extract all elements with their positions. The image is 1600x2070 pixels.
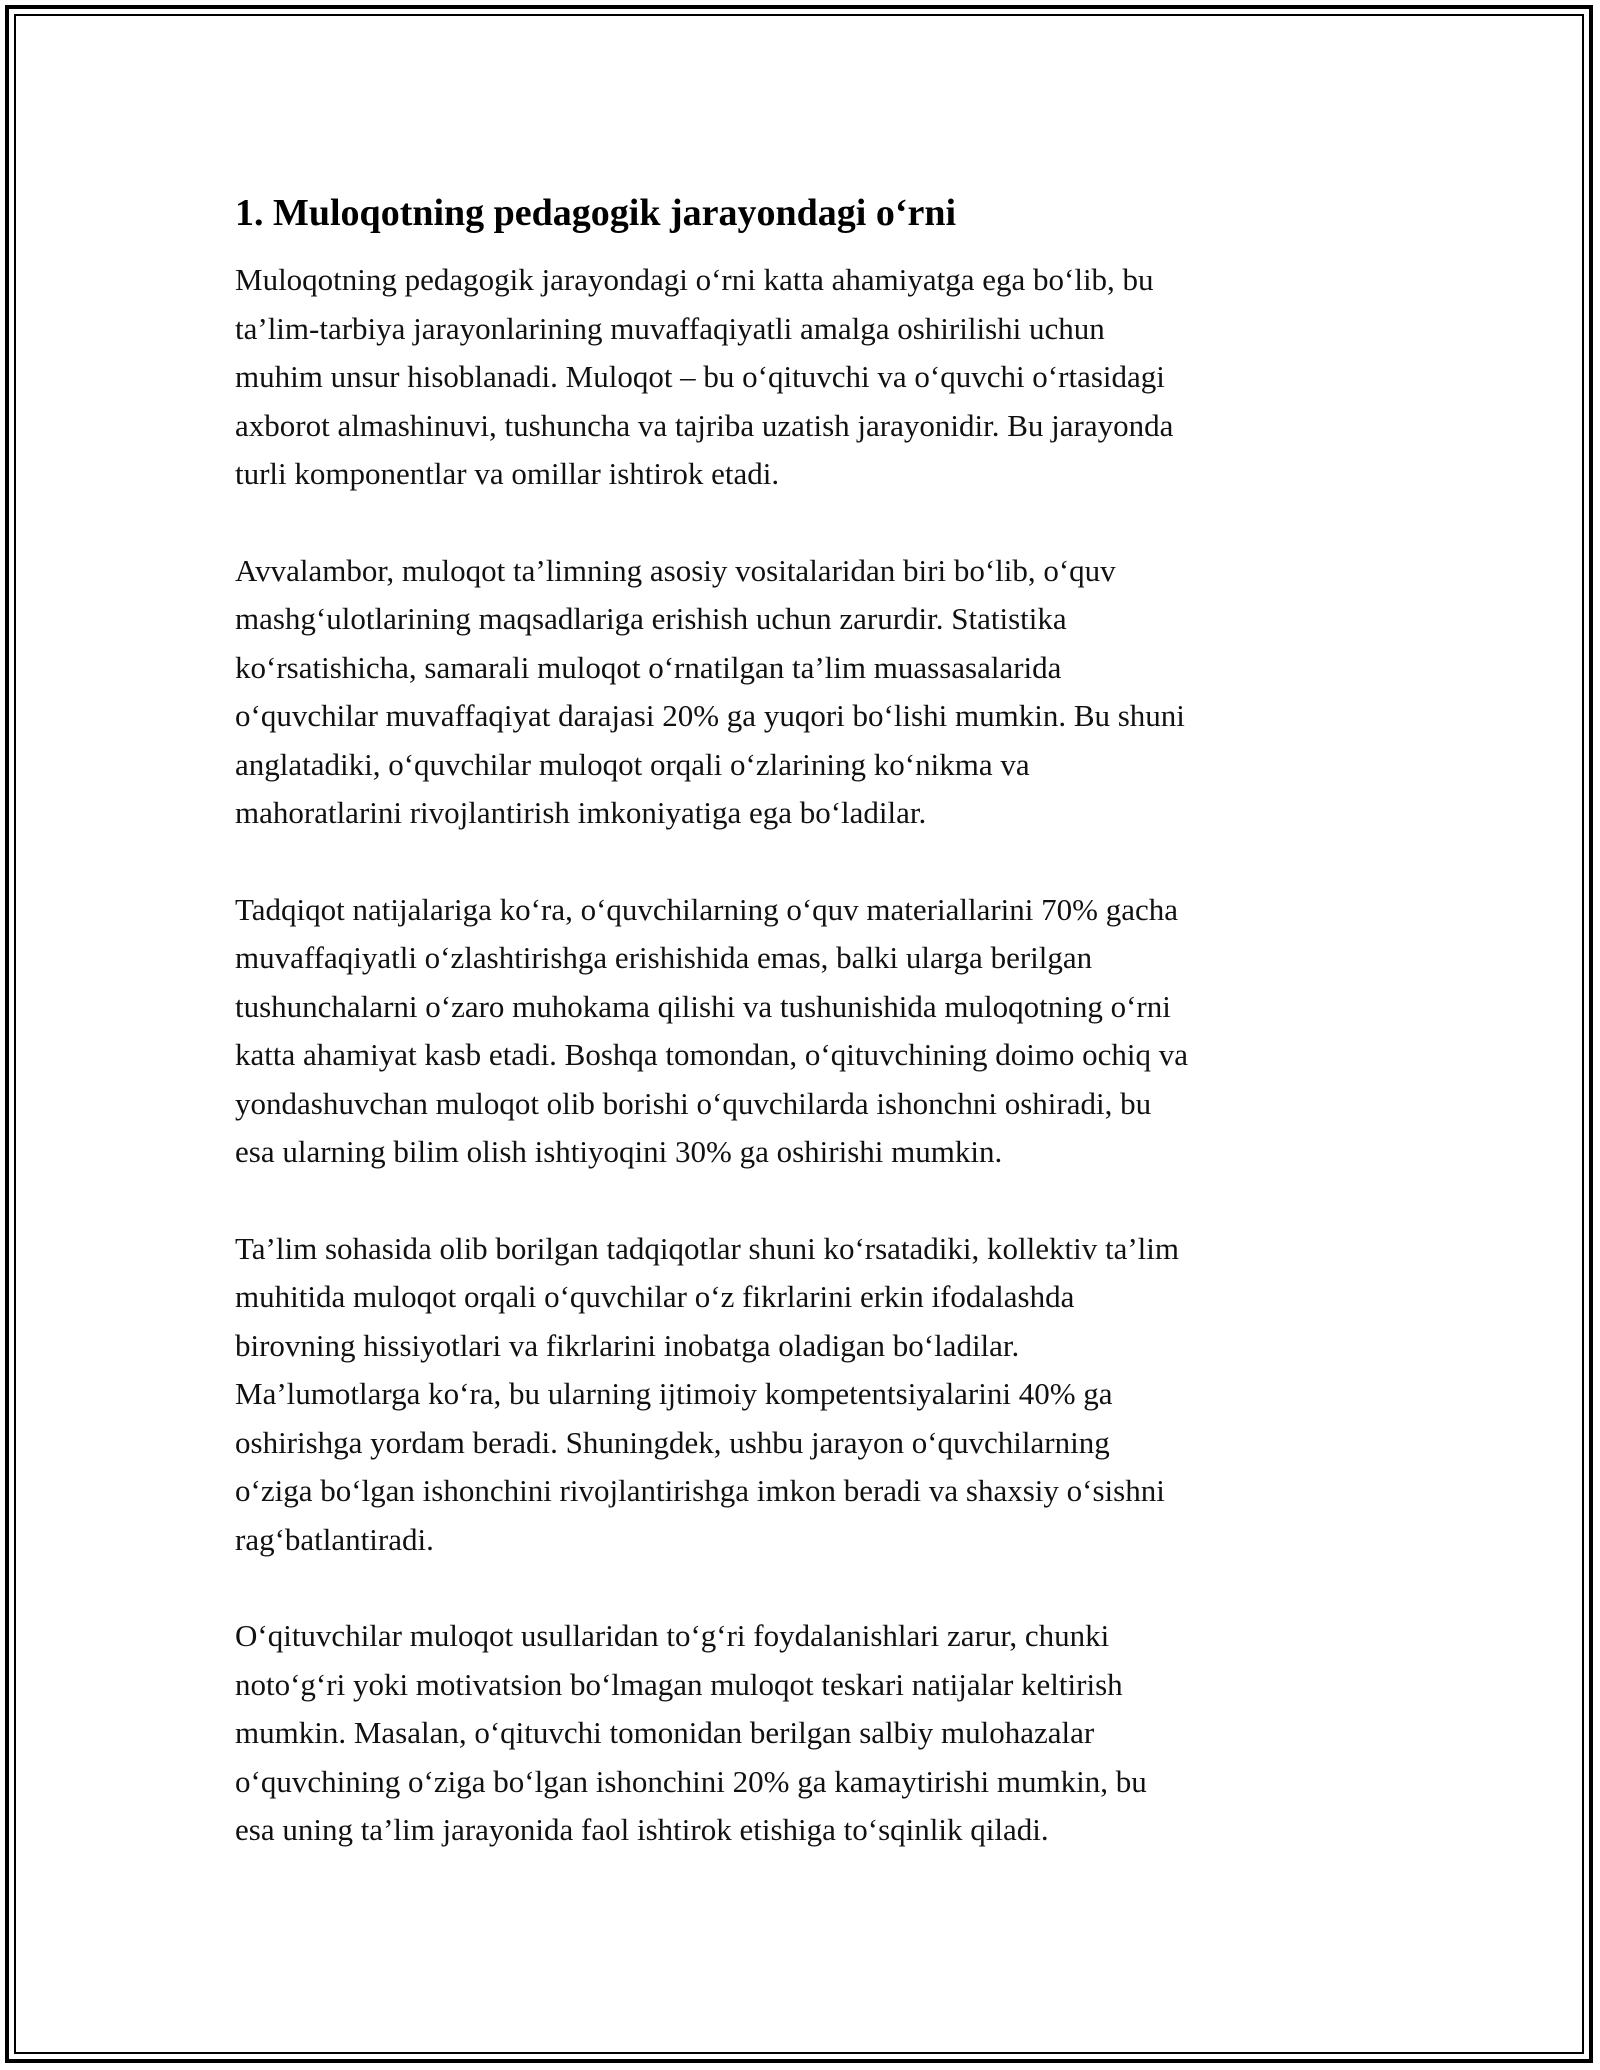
paragraph-line: mashg‘ulotlarining maqsadlariga erishish uchun zarurdir. Statistika [235, 601, 1067, 636]
paragraph-line: o‘quvchilar muvaffaqiyat darajasi 20% ga yuqori bo‘lishi mumkin. Bu shuni [235, 698, 1185, 733]
paragraph-line: mumkin. Masalan, o‘qituvchi tomonidan berilgan salbiy mulohazalar [235, 1715, 1095, 1750]
paragraph-line: muhitida muloqot orqali o‘quvchilar o‘z fikrlarini erkin ifodalashda [235, 1279, 1075, 1314]
document-body [235, 188, 1365, 1903]
paragraph-line: o‘quvchining o‘ziga bo‘lgan ishonchini 20% ga kamaytirishi mumkin, bu [235, 1763, 1147, 1799]
paragraph-line: noto‘g‘ri yoki motivatsion bo‘lmagan muloqot teskari natijalar keltirish [235, 1666, 1123, 1702]
paragraph-line: esa ularning bilim olish ishtiyoqini 30% ga oshirishi mumkin. [235, 1134, 1003, 1169]
paragraph-line: muhim unsur hisoblanadi. Muloqot – bu o‘qituvchi va o‘quvchi o‘rtasidagi [235, 359, 1165, 394]
paragraph-line: esa uning ta’lim jarayonida faol ishtirok etishiga to‘sqinlik qiladi. [235, 1812, 1049, 1847]
paragraph-line: ko‘rsatishicha, samarali muloqot o‘rnatilgan ta’lim muassasalarida [235, 649, 1062, 685]
paragraph-line: Tadqiqot natijalariga ko‘ra, o‘quvchilarning o‘quv materiallarini 70% gacha [235, 891, 1178, 927]
paragraph-line: axborot almashinuvi, tushuncha va tajriba uzatish jarayonidir. Bu jarayonda [235, 407, 1174, 443]
paragraph-line: katta ahamiyat kasb etadi. Boshqa tomondan, o‘qituvchining doimo ochiq va [235, 1037, 1189, 1072]
paragraph-3 [235, 886, 1365, 1177]
paragraph-line: ta’lim-tarbiya jarayonlarining muvaffaqiyatli amalga oshirilishi uchun [235, 310, 1105, 346]
paragraph-line: Avvalambor, muloqot ta’limning asosiy vositalaridan biri bo‘lib, o‘quv [235, 552, 1116, 588]
paragraph-line: o‘ziga bo‘lgan ishonchini rivojlantirishga imkon beradi va shaxsiy o‘sishni [235, 1473, 1165, 1508]
paragraph-line: rag‘batlantiradi. [235, 1521, 434, 1557]
section-heading: 1. Muloqotning pedagogik jarayondagi o‘rni [235, 192, 957, 234]
paragraph-line: anglatadiki, o‘quvchilar muloqot orqali o‘zlarining ko‘nikma va [235, 746, 1030, 782]
paragraph-line: turli komponentlar va omillar ishtirok etadi. [235, 456, 780, 491]
paragraph-5 [235, 1612, 1365, 1855]
paragraph-line: tushunchalarni o‘zaro muhokama qilishi va tushunishida muloqotning o‘rni [235, 988, 1171, 1024]
paragraph-line: Muloqotning pedagogik jarayondagi o‘rni katta ahamiyatga ega bo‘lib, bu [235, 262, 1154, 297]
paragraph-line: O‘qituvchilar muloqot usullaridan to‘g‘ri foydalanishlari zarur, chunki [235, 1618, 1110, 1653]
paragraph-line: yondashuvchan muloqot olib borishi o‘quvchilarda ishonchni oshiradi, bu [235, 1085, 1152, 1121]
paragraph-line: oshirishga yordam beradi. Shuningdek, ushbu jarayon o‘quvchilarning [235, 1424, 1110, 1460]
paragraph-4 [235, 1225, 1365, 1565]
paragraph-line: Ta’lim sohasida olib borilgan tadqiqotlar shuni ko‘rsatadiki, kollektiv ta’lim [235, 1230, 1180, 1266]
paragraph-line: muvaffaqiyatli o‘zlashtirishga erishishida emas, balki ularga berilgan [235, 940, 1093, 975]
paragraph-2 [235, 547, 1365, 838]
paragraph-line: mahoratlarini rivojlantirish imkoniyatiga ega bo‘ladilar. [235, 795, 927, 830]
paragraph-line: Ma’lumotlarga ko‘ra, bu ularning ijtimoiy kompetentsiyalarini 40% ga [235, 1376, 1113, 1411]
paragraph-line: birovning hissiyotlari va fikrlarini inobatga oladigan bo‘ladilar. [235, 1327, 1020, 1363]
paragraph-1 [235, 256, 1365, 499]
